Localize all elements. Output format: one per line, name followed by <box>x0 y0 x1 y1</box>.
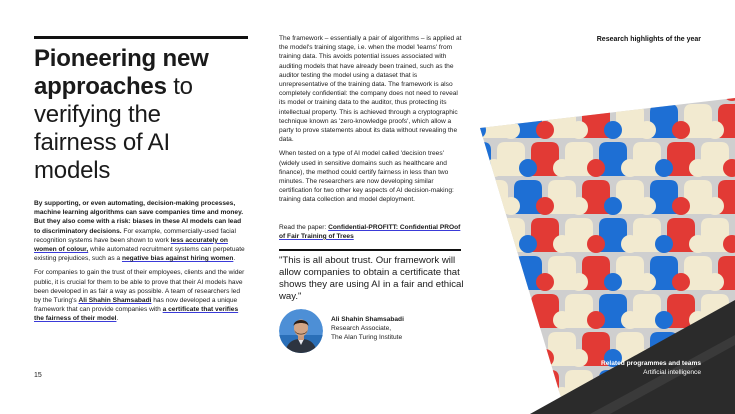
pull-quote: "This is all about trust. Our framework will allow companies to obtain a certificate that shows they are using AI in a fair and ethical way." <box>279 254 464 302</box>
link-certificate[interactable]: a certificate that verifies the fairness of their model <box>34 306 239 323</box>
quote-rule <box>279 249 461 251</box>
title-bold: Pioneering new approaches <box>34 45 209 100</box>
person-figure-icon <box>470 197 491 252</box>
related-section <box>601 359 701 377</box>
left-column <box>34 36 248 329</box>
person-figure-icon <box>480 387 508 414</box>
p2-text-a: For companies to gain the trust of their employees, clients and the wider public, it is crucial for them to be able to prove that their AI models have been developed in as fair a way as possible. A team of researchers led by the Turing's <box>34 269 245 305</box>
person-photo-icon <box>279 309 323 353</box>
paragraph-3: The framework – essentially a pair of algorithms – is applied at the model's training stage, i.e. when the model 'learns' from training data. This avoids potential issues associated with auditing models that have already been trained, such as the auditor testing the model using a dataset that is unrepresentative of the training data. The framework is also completely confidential: the company does not need to reveal its model or training data to the auditor, thus protecting its intellectual property. This is achieved through a cryptographic technique known as 'zero-knowledge proofs', which allow a party to prove statements about its data without revealing the data. <box>279 35 462 144</box>
read-paper <box>279 223 465 241</box>
link-hiring-bias[interactable]: negative bias against hiring women <box>121 255 234 263</box>
page-number: 15 <box>34 372 42 379</box>
person-figure-icon <box>470 311 474 366</box>
section-title: Research highlights of the year <box>596 36 701 43</box>
author-role: Research Associate, <box>331 324 392 332</box>
link-artificial-intelligence[interactable]: Artificial intelligence <box>643 369 701 376</box>
p1-text-b: while automated recruitment systems can perpetuate existing prejudices, such as a <box>34 246 245 263</box>
middle-column <box>279 34 465 353</box>
paragraph-2 <box>34 268 248 323</box>
link-paper[interactable]: Confidential-PROFITT: Confidential PROof of Fair Training of Trees <box>279 223 461 240</box>
author-details <box>331 315 404 342</box>
paragraph-1 <box>34 199 248 263</box>
intro-bold: By supporting, or even automating, decision-making processes, machine learning algorithms can save companies time and money. But they also come with a risk: biases in these AI models can lead to discriminatory decisions. <box>34 200 244 235</box>
author-name: Ali Shahin Shamsabadi <box>331 315 404 323</box>
p2-text-b: has now developed a unique framework that can provide companies with <box>34 297 238 314</box>
person-figure-icon <box>480 235 508 290</box>
title-rest: to verifying the fairness of AI models <box>34 73 193 184</box>
person-figure-icon <box>470 349 491 404</box>
link-ali-shahin-shamsabadi[interactable]: Ali Shahin Shamsabadi <box>78 297 152 305</box>
related-title: Related programmes and teams <box>600 360 701 367</box>
person-figure-icon <box>470 83 474 138</box>
person-figure-icon <box>497 273 525 328</box>
avatar <box>279 309 323 353</box>
person-figure-icon <box>470 235 474 290</box>
title-rule <box>34 36 248 39</box>
p2-text-c: . <box>116 315 119 323</box>
person-figure-icon <box>470 273 491 328</box>
link-facial-recognition[interactable]: less accurately on women of colour, <box>34 236 228 254</box>
author-org: The Alan Turing Institute <box>331 333 403 341</box>
paragraph-4: When tested on a type of AI model called 'decision trees' (widely used in sensitive domains such as healthcare and finance), the method could certify fairness in less than two minutes. The researchers are now developing similar certification for two other key aspects of AI decision-making: training data collection and model deployment. <box>279 150 454 204</box>
p1-text-c: . <box>233 255 236 263</box>
person-figure-icon <box>470 159 474 214</box>
read-paper-label: Read the paper: <box>279 223 329 231</box>
people-illustration <box>470 0 735 414</box>
article-title <box>34 45 248 185</box>
p1-text-a: For example, commercially-used facial recognition systems have been shown to work <box>34 227 236 244</box>
person-figure-icon <box>497 349 525 404</box>
quote-author <box>279 309 465 353</box>
person-figure-icon <box>480 311 508 366</box>
person-figure-icon <box>470 387 474 414</box>
